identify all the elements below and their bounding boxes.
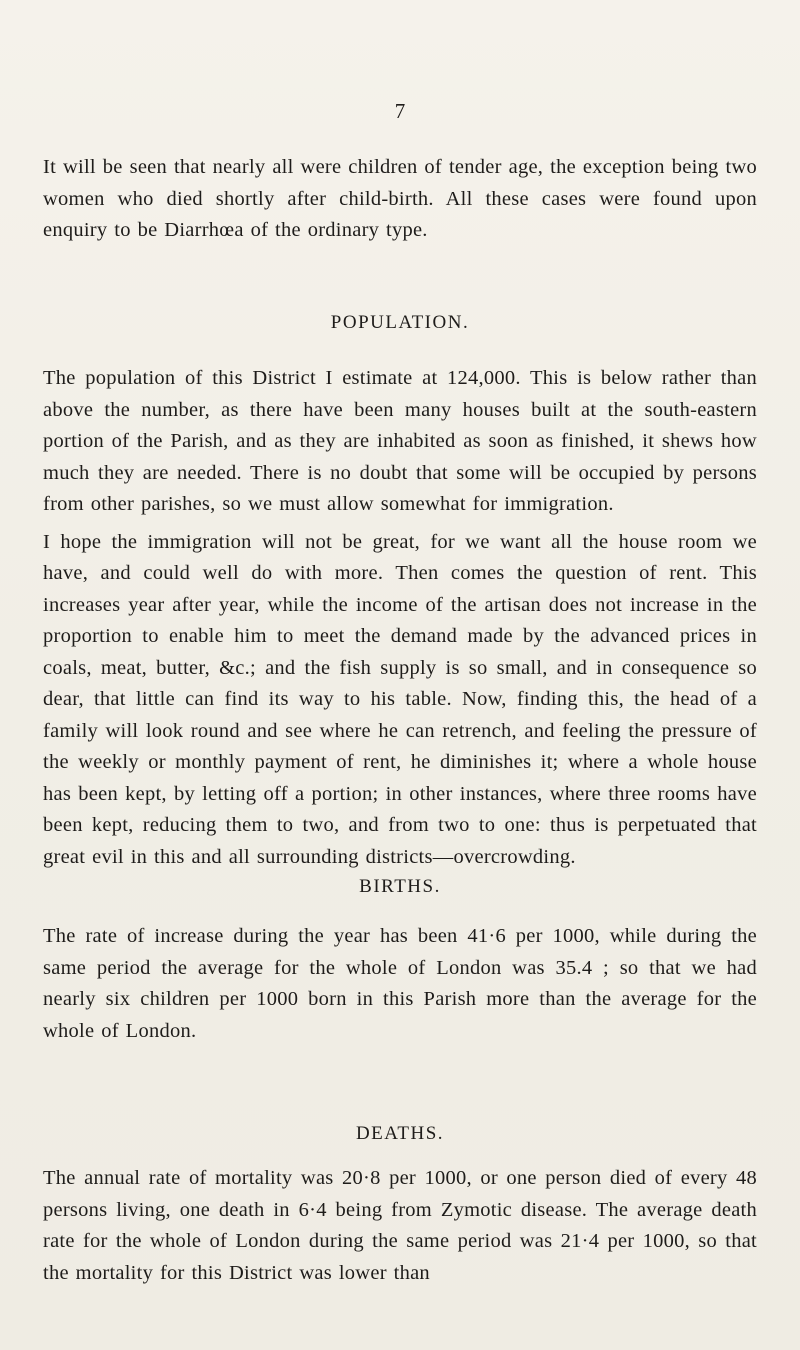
population-heading: POPULATION.: [330, 312, 470, 333]
births-section: [43, 921, 757, 1047]
births-paragraph: The rate of increase during the year has been 41·6 per 1000, while during the same period the average for the whole of London was 35.4 ; so that we had nearly six children per 1000 born in this Parish more than the average for the whole of London.: [43, 925, 757, 1042]
population-paragraph-1: The population of this District I estimate at 124,000. This is below rather than above the number, as there have been many houses built at the south-eastern portion of the Parish, and as they are inhabited as soon as finished, it shews how much they are needed. There is no doubt that some will be occupied by persons from other parishes, so we must allow somewhat for immigration.: [43, 367, 757, 515]
deaths-section: [43, 1163, 757, 1289]
population-paragraph-2: I hope the immigration will not be great, for we want all the house room we have, and could well do with more. Then comes the question of rent. This increases year after year, while the income of the artisan does not increase in the proportion to enable him to meet the demand made by the advanced prices in coals, meat, butter, &c.; and the fish supply is so small, and in consequence so dear, that little can find its way to his table. Now, finding this, the head of a family will look round and see where he can retrench, and feeling the pressure of the weekly or monthly payment of rent, he diminishes it; where a whole house has been kept, by letting off a portion; in other instances, where three rooms have been kept, reducing them to two, and from two to one: thus is perpetuated that great evil in this and all surrounding districts—overcrowding.: [43, 530, 757, 868]
page-number: 7: [394, 99, 406, 123]
deaths-paragraph: The annual rate of mortality was 20·8 per 1000, or one person died of every 48 persons living, one death in 6·4 being from Zymotic disease. The average death rate for the whole of London during the same period was 21·4 per 1000, so that the mortality for this District was lower than: [43, 1167, 757, 1284]
intro-paragraph: It will be seen that nearly all were children of tender age, the exception being two women who died shortly after child-birth. All these cases were found upon enquiry to be Diarrhœa of the ordinary type.: [43, 156, 757, 241]
intro-section: [43, 152, 757, 247]
deaths-heading: DEATHS.: [355, 1123, 445, 1144]
population-section: [43, 325, 757, 873]
births-heading: BIRTHS.: [359, 876, 441, 897]
